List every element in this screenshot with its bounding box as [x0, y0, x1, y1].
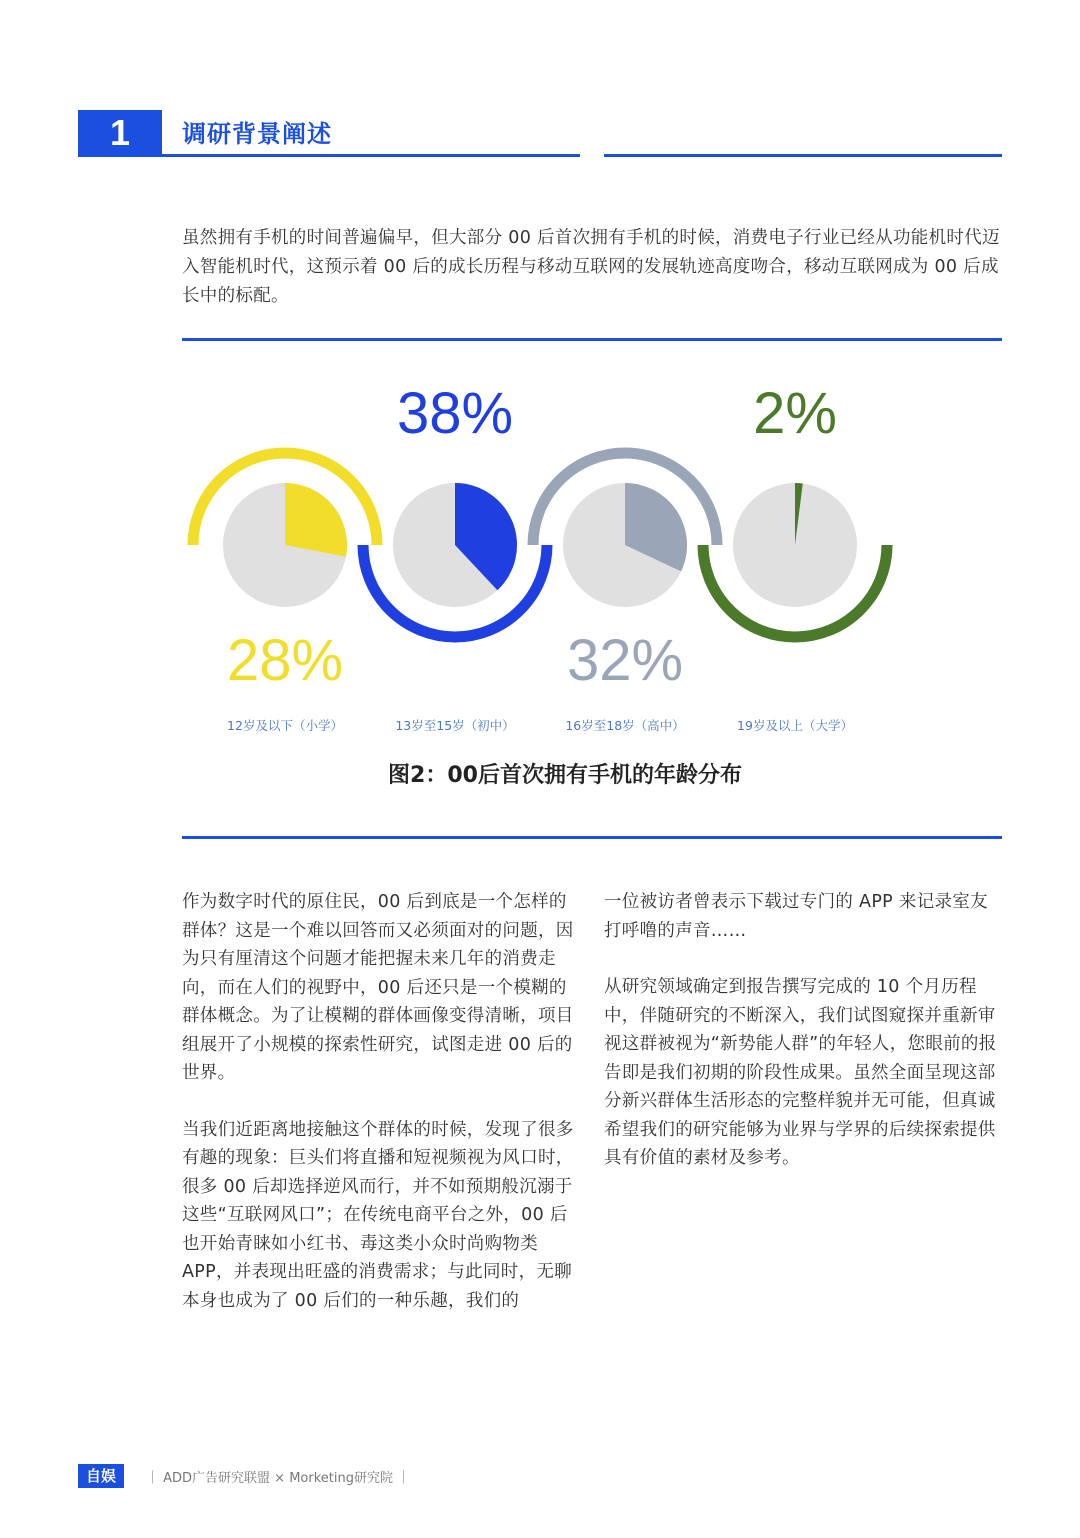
category-label-2: 16岁至18岁（高中）: [565, 718, 685, 733]
section-number: 1: [78, 110, 162, 156]
chart-title: 图2：00后首次拥有手机的年龄分布: [388, 763, 742, 788]
footer-text: ｜ ADD广告研究联盟 × Morketing研究院 ｜: [146, 1471, 411, 1486]
chart-svg: [170, 370, 910, 750]
section-title: 调研背景阐述: [182, 120, 332, 148]
right-paragraph-1: 一位被访者曾表示下载过专门的 APP 来记录室友打呼噜的声音……: [604, 892, 988, 941]
right-column: [604, 888, 1002, 1201]
title-underline-right: [604, 154, 1002, 157]
title-underline-left: [78, 154, 580, 157]
right-paragraph-2: 从研究领域确定到报告撰写完成的 10 个月历程中，伴随研究的不断深入，我们试图窥探并重新审视这群被视为“新势能人群”的年轻人，您眼前的报告即是我们初期的阶段性成果。虽然全面呈现这部分新兴群体生活形态的完整样貌并无可能，但真诚希望我们的研究能够为业界与学界的后续探索提供具有价值的素材及参考。: [604, 977, 997, 1168]
chart-top-rule: [182, 338, 1002, 341]
category-label-0: 12岁及以下（小学）: [227, 718, 343, 733]
age-distribution-chart: [170, 370, 910, 810]
pie-value-label-3: 2%: [753, 381, 837, 446]
category-label-1: 13岁至15岁（初中）: [395, 718, 515, 733]
footer-tag: 自娱: [78, 1464, 124, 1488]
pie-value-label-0: 28%: [226, 628, 344, 693]
pie-value-label-1: 38%: [396, 381, 514, 446]
category-label-3: 19岁及以上（大学）: [737, 718, 853, 733]
chart-bottom-rule: [182, 836, 1002, 839]
pie-value-label-2: 32%: [566, 628, 684, 693]
left-column: [182, 888, 580, 1343]
left-paragraph-2: 当我们近距离地接触这个群体的时候，发现了很多有趣的现象：巨头们将直播和短视频视为风口时，很多 00 后却选择逆风而行，并不如预期般沉溺于这些“互联网风口”；在传统电商平台之外，00 后也开始青睐如小红书、毒这类小众时尚购物类 APP，并表现出旺盛的消费需求；与此同时，无聊本身也成为了 00 后们的一种乐趣，我们的: [182, 1119, 574, 1311]
left-paragraph-1: 作为数字时代的原住民，00 后到底是一个怎样的群体？这是一个难以回答而又必须面对的问题，因为只有厘清这个问题才能把握未来几年的消费走向，而在人们的视野中，00 后还只是一个模糊的群体概念。为了让模糊的群体画像变得清晰，项目组展开了小规模的探索性研究，试图走进 00 后的世界。: [182, 892, 574, 1083]
pie-slice-0: [285, 483, 347, 557]
intro-paragraph: 虽然拥有手机的时间普遍偏早，但大部分 00 后首次拥有手机的时候，消费电子行业已经从功能机时代迈入智能机时代，这预示着 00 后的成长历程与移动互联网的发展轨迹高度吻合，移动互联网成为 00 后成长中的标配。: [182, 228, 1000, 306]
